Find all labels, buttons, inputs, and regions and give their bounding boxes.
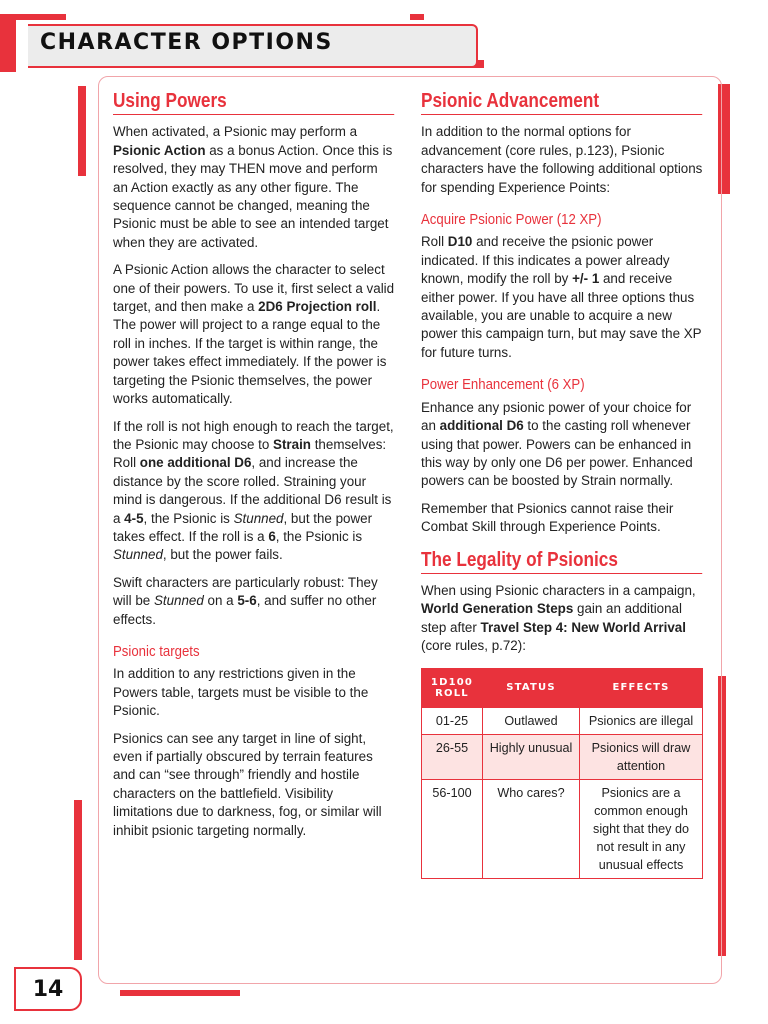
decor-bar-left-side — [78, 86, 86, 176]
table-header-row — [422, 668, 703, 707]
table-header-effects: EFFECTS — [580, 668, 703, 707]
table-cell: 01-25 — [422, 707, 483, 734]
paragraph: Enhance any psionic power of your choice for an additional D6 to the casting roll whenever using that power. Powers can be enhanced in this way by only one D6 per power. Enhanced powers can be boosted by Strain normally. — [421, 399, 693, 489]
section-heading-legality: The Legality of Psionics — [421, 551, 702, 574]
section-heading-using-powers: Using Powers — [113, 92, 394, 115]
subheading-psionic-targets: Psionic targets — [113, 642, 200, 660]
paragraph: Swift characters are particularly robust: They will be Stunned on a 5-6, and suffer no other effects. — [113, 574, 378, 627]
legality-table — [421, 668, 703, 879]
paragraph: A Psionic Action allows the character to select one of their powers. To use it, first select a valid target, and then make a 2D6 Projection roll. The power will project to a range equal to the roll in inches. If the target is within range, the power takes effect immediately. If the power is targeting the Psionic themselves, the power works automatically. — [113, 262, 395, 407]
section-heading-psionic-advancement: Psionic Advancement — [421, 92, 702, 115]
table-cell: Highly unusual — [483, 734, 580, 779]
paragraph: When activated, a Psionic may perform a Psionic Action as a bonus Action. Once this is resolved, they may THEN move and perform an Action exactly as any other figure. The sequence cannot be changed, meaning the Psionic must be able to see an intended target when they are activated. — [113, 124, 393, 250]
table-cell: Psionics are illegal — [580, 707, 703, 734]
decor-bar-left-side-2 — [74, 800, 82, 960]
paragraph: When using Psionic characters in a campaign, World Generation Steps gain an additional step after Travel Step 4: New World Arrival (core rules, p.72): — [421, 582, 696, 654]
paragraph: Remember that Psionics cannot raise their Combat Skill through Experience Points. — [421, 500, 674, 535]
decor-bar-top-left-2 — [16, 14, 66, 20]
decor-bar-top-left — [0, 14, 16, 72]
right-column — [421, 92, 703, 879]
decor-bar-bottom — [120, 990, 240, 996]
table-row — [422, 779, 703, 878]
subheading-acquire-power: Acquire Psionic Power (12 XP) — [421, 211, 602, 229]
table-cell: Who cares? — [483, 779, 580, 878]
table-header-status: STATUS — [483, 668, 580, 707]
decor-bar-top-right-2 — [410, 14, 424, 20]
page-header-title: CHARACTER OPTIONS — [40, 30, 333, 55]
table-row — [422, 707, 703, 734]
subheading-power-enhancement: Power Enhancement (6 XP) — [421, 376, 585, 394]
paragraph: Psionics can see any target in line of sight, even if partially obscured by terrain features and can “see through” friendly and hostile characters on the battlefield. Visibility limitations due to darkness, fog, or similar will inhibit psionic targeting normally. — [113, 730, 382, 838]
left-column — [113, 92, 395, 849]
table-cell: 26-55 — [422, 734, 483, 779]
table-row — [422, 734, 703, 779]
table-cell: Psionics will draw attention — [580, 734, 703, 779]
paragraph: In addition to the normal options for advancement (core rules, p.123), Psionic characters have the following additional options for spending Experience Points: — [421, 124, 703, 195]
table-cell: Psionics are a common enough sight that they do not result in any unusual effects — [580, 779, 703, 878]
page-number: 14 — [14, 967, 82, 1011]
paragraph: Roll D10 and receive the psionic power indicated. If this indicates a power already known, modify the roll by +/- 1 and receive either power. If you have all three options thus available, you are unable to acquire a new power this campaign turn, but may save the XP for future turns. — [421, 234, 702, 360]
paragraph: If the roll is not high enough to reach the target, the Psionic may choose to Strain themselves: Roll one additional D6, and increase the distance by the score rolled. Straining your mind is dangerous. If the additional D6 result is a 4-5, the Psionic is Stunned, but the power takes effect. If the roll is a 6, the Psionic is Stunned, but the power fails. — [113, 418, 394, 563]
table-cell: Outlawed — [483, 707, 580, 734]
table-header-roll: 1D100 ROLL — [422, 668, 483, 707]
paragraph: In addition to any restrictions given in the Powers table, targets must be visible to the Psionic. — [113, 666, 369, 719]
table-cell: 56-100 — [422, 779, 483, 878]
